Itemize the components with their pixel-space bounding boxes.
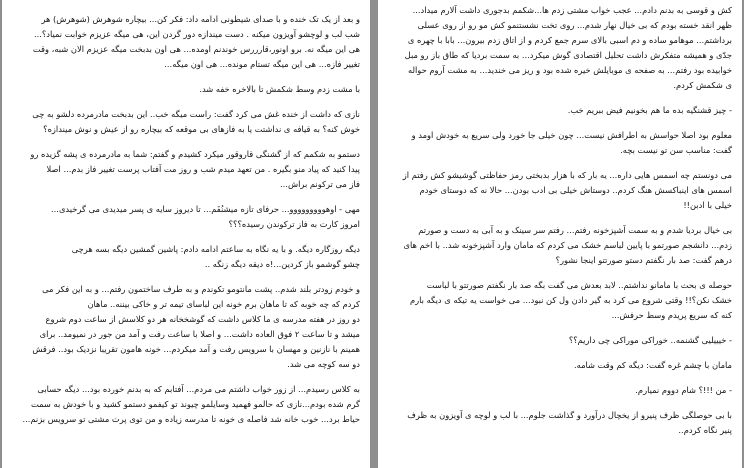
paragraph-gap (386, 158, 732, 168)
text-line: کردم که چه خوبه که تا ماهان برم خونه این لباسای تیمه تر و خاکی بیننه.. ماهان (87, 299, 360, 309)
text-line: همینم با نازنین و مهسان با سرویس رفت و آمد میکردم... خونه هامون تقریبا نزدیک بود.. فرقش (32, 344, 360, 354)
paragraph-gap (386, 373, 732, 383)
text-line: - من !!!؟ شام دووم نمیارم. (635, 385, 732, 395)
text-line: پنیر نگاه کردم.. (678, 425, 732, 435)
text-line: اسمس های اینباکسش هنگ کردم.. دوستاش خیلی بی ادب بودن... حالا نه که دوستای خودم (419, 185, 732, 195)
text-line: بی خیال بردیا شدم و به سمت آشپزخونه رفتم... رفتم سر سینک و به آبی به دست و صورتم (418, 225, 732, 235)
paragraph (386, 408, 732, 438)
paragraph-gap (386, 398, 732, 408)
text-line: درهم گفت: صد بار نگفتم دستو صورتتو اینجا نشور؟ (555, 255, 732, 265)
paragraph-gap (10, 372, 360, 382)
text-line: تغییر فازه... هی این میگه تستام مونده... هی اون میگه... (164, 59, 360, 69)
text-line: میشد و تا ساعت ۲ فوق العاده داشت... و اصلا با ساعت رفت و آمد من جور در نمیومد.. برای (39, 329, 360, 339)
paragraph-gap (10, 192, 360, 202)
text-line: خوش کنه؟ به قیافه ی نداشتت یا به فازهای بی موقعه که بیچاره رو از عیش و نوش میندازه؟ (43, 124, 360, 134)
paragraph (386, 358, 732, 373)
text-line: نازی که داشت از خنده غش می کرد گفت: راست میگه خب.. این بدبخت مادرمرده دلشو به چی (32, 109, 360, 119)
text-line: شب لب و لوچشو آویزون میکنه . دست میندازه دور گردن این، هی میگه عزیزم خوابت نمیاد؟... (33, 29, 360, 39)
text-line: فاز می ترکونم براش... (280, 179, 360, 189)
paragraph (10, 382, 360, 427)
text-line: زدم... دانشجم صورتمو با پایین لباسم خشک می کردم که مامان وارد آشپزخونه شد.. با اخم های (403, 240, 732, 250)
paragraph-gap (10, 72, 360, 82)
text-line: خوابیده بود رفتم... به صفحه ی موبایلش خیره شده بود و ریز می خندید... به مشت آروم حواله (408, 65, 732, 75)
paragraph (386, 103, 732, 118)
paragraph-gap (10, 97, 360, 107)
left-page (2, 0, 370, 468)
text-line: هی این میگه نه. برو اونور،قارررس خوندنم اومده... هی اون بدبخت میگه عزیزم الان شبه، وقت (32, 44, 360, 54)
paragraph-gap (386, 348, 732, 358)
text-line: گرم شده بودم...نازی که حالمو فهمید وسایلمو چیوند تو کیفمو دستمو کشید و با خودش به سمت (30, 399, 360, 409)
paragraph-gap (386, 118, 732, 128)
text-line: و خودم زودتر بلند شدم.. پشت مانتومو تکوندم و به طرف ساختمون رفتم... و به این فکر می (42, 284, 360, 294)
text-line: و بعد از یک تک خنده و با صدای شیطونی ادامه داد: فکر کن... بیچاره شوهرش (شوهرش) هر (41, 14, 360, 24)
text-line: با مشت زدم وسط شکمش تا بالاخره خفه شد. (199, 84, 360, 94)
text-line: کش و قوسی به بدنم دادم... عجب خواب مشتی زدم ها...شکمم بدجوری داشت آلارم میداد... (412, 5, 732, 15)
text-line: مهی - اوهووووووووو... حرفای تازه میشنُفَم... تا دیروز سایه ی پسر میدیدی می گرخیدی... (51, 204, 360, 214)
text-line: پیدا کنید که پیاد منو بگیره . من تعهد میدم شب و روز مت آفتاب پرست تغییر فاز بدم... اصلا (46, 164, 360, 174)
text-line: با بی حوصلگی ظرف پنیرو از یخچال درآورد و گذاشت جلوم... با لب و لوچه ی آویزون به ظرف (407, 410, 732, 420)
paragraph (386, 278, 732, 323)
paragraph-gap (386, 213, 732, 223)
text-line: برداشتم... موهامو ساده و دم اسبی بالای سرم جمع کردم و از اتاق زدم بیرون... بابا با چهره ی (407, 35, 732, 45)
text-line: جدّی و همیشه متفکرش داشت تحلیل اقتصادی گوش میکرد... به سمت بردیا که طاق باز رو مبل (404, 50, 732, 60)
text-line: کنه که سریع پریدم وسط حرفش... (611, 310, 732, 320)
text-line: ظهر انقد خسته بودم که بی خیال نهار شدم... روی تخت نشستنمو کش مو رو از روی عسلی (417, 20, 732, 30)
text-line: خشک نکن؟!! وقتی شروع می کرد به گیر دادن ول کن نبود... می خواست یه تیکه ی دیگه بارم (409, 295, 732, 305)
paragraph (386, 223, 732, 268)
text-line: دو سه کوچه می شد. (287, 359, 360, 369)
text-line: گفت: مناسب سن تو نیست بچه. (620, 145, 732, 155)
paragraph (10, 12, 360, 72)
paragraph (10, 82, 360, 97)
paragraph (10, 107, 360, 137)
paragraph-gap (386, 323, 732, 333)
paragraph-gap (386, 268, 732, 278)
text-line: به کلاس رسیدم... از زور خواب داشتم می مردم... آفتابم که به بدنم خورده بود... دیگه حسابی (37, 384, 360, 394)
text-line: می دونستم چه اسمس هایی داره... یه بار که با هزار بدبختی رمز حفاظتی گوشیشو کش رفتم از (402, 170, 732, 180)
paragraph (10, 147, 360, 192)
text-line: معلوم بود اصلا حواسش به اطرافش نیست... چون خیلی جا خورد ولی سریع به خودش اومد و (411, 130, 732, 140)
paragraph-gap (10, 272, 360, 282)
text-line: حیاط برد... خوب خانه شد فاصله ی خونه تا مدرسه زیاده و من توی پرت مشتی تو سرویس بزنم... (22, 414, 360, 424)
paragraph (386, 168, 732, 213)
text-line: ی شکمش کردم. (673, 80, 732, 90)
paragraph-gap (386, 93, 732, 103)
text-line: دیگه روزگاره دیگه. و با یه نگاه به ساعتم ادامه دادم: پاشین گمشین دیگه بسه هرچی (71, 244, 360, 254)
paragraph (386, 3, 732, 93)
paragraph (386, 383, 732, 398)
paragraph-gap (10, 232, 360, 242)
text-line: خیلی با ادبن!! (683, 200, 732, 210)
text-line: دو روز در هفته مدرسه ی ما کلاس داشت که گوشخخانه هر دو کلاسش از ساعت دوم شروع (45, 314, 360, 324)
paragraph (10, 242, 360, 272)
text-line: چشو گوشمو باز کردین...!ه دیقه دیگه زنگه .. (204, 259, 360, 269)
paragraph-gap (10, 137, 360, 147)
right-page (378, 0, 742, 468)
text-line: حوصله ی بحث با مامانو نداشتم.. لابد بعدش می گفت بگه صد بار نگفتم صورتتو با لباست (426, 280, 732, 290)
paragraph (10, 282, 360, 372)
paragraph (386, 128, 732, 158)
paragraph (10, 202, 360, 232)
text-line: مامان با چشم غره گفت: دیگه کم وقت شامه. (573, 360, 732, 370)
text-line: - چیز قشنگیه بده ما هم بخونیم فیض ببریم خب. (567, 105, 732, 115)
text-line: دستمو به شکمم که از گشنگی قاروقور میکرد کشیدم و گفتم: شما به مادرمرده ی پشه گزیده رو (30, 149, 360, 159)
text-line: امروز کارت به فاز ترکوندن رسیده؟؟؟ (228, 219, 360, 229)
paragraph (386, 333, 732, 348)
text-line: - خیییلیی گشنمه.. خوراکی موراکی چی داریم؟؟ (568, 335, 732, 345)
